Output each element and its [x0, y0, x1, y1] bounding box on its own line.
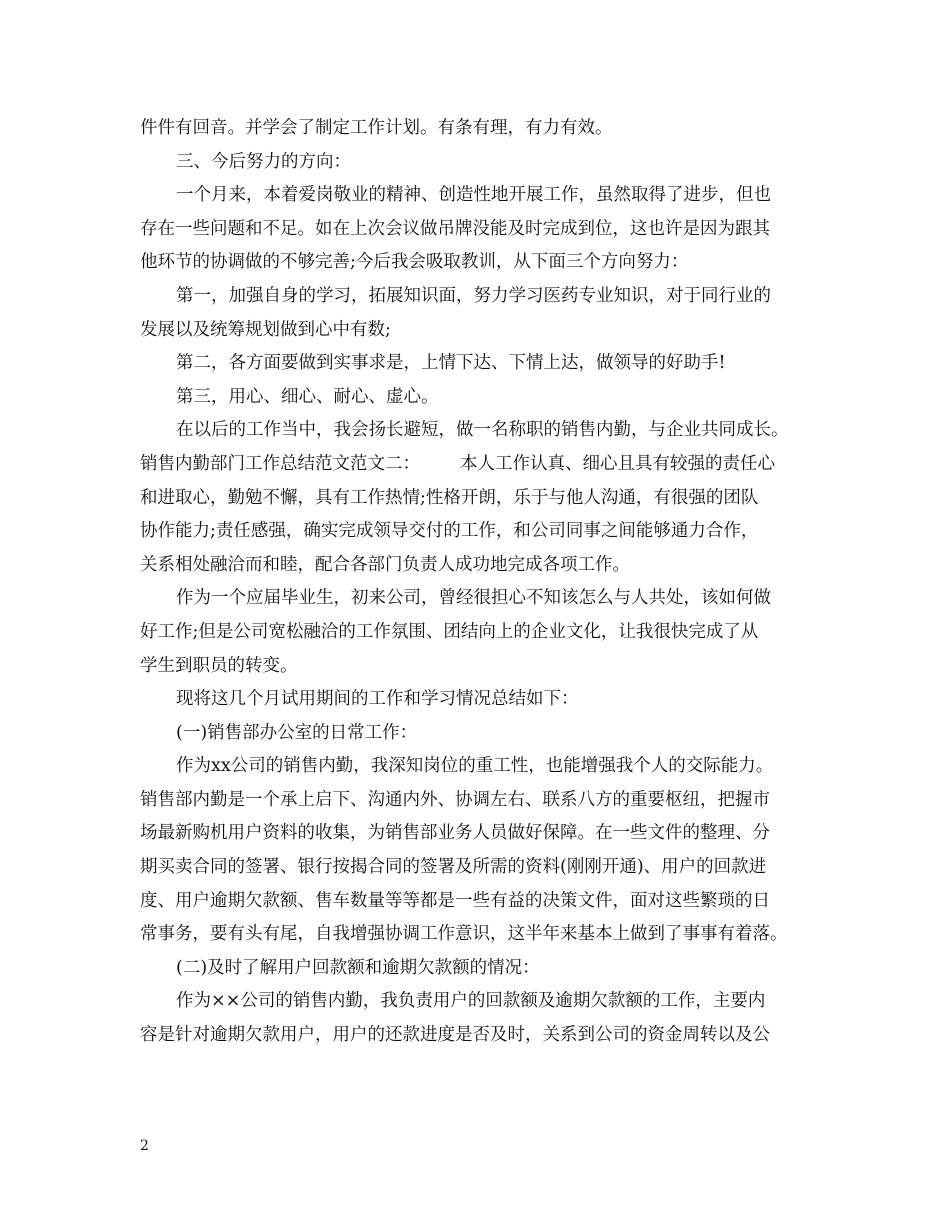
text-line-tail: 本人工作认真、细心且具有较强的责任心	[460, 453, 775, 474]
text-line-content: 关系相处融洽而和睦，配合各部门负责人成功地完成各项工作。	[140, 554, 630, 575]
text-line-content: 协作能力;责任感强，确实完成领导交付的工作，和公司同事之间能够通力合作，	[140, 521, 759, 542]
text-line-content: 他环节的协调做的不够完善;今后我会吸取教训，从下面三个方向努力：	[140, 252, 689, 273]
text-line-content: 在以后的工作当中，我会扬长避短，做一名称职的销售内勤，与企业共同成长。	[176, 420, 789, 441]
text-line-content: (一)销售部办公室的日常工作：	[176, 722, 418, 743]
text-line	[140, 112, 820, 146]
text-line	[140, 1019, 820, 1053]
text-line-content: 作为xx公司的销售内勤，我深知岗位的重工性，也能增强我个人的交际能力。	[176, 756, 774, 777]
text-line	[140, 347, 820, 381]
text-line-content: 常事务，要有头有尾，自我增强协调工作意识，这半年来基本上做到了事事有着落。	[140, 924, 788, 945]
text-line	[140, 817, 820, 851]
text-line	[140, 280, 820, 314]
text-line	[140, 784, 820, 818]
text-line-content: 作为一个应届毕业生，初来公司，曾经很担心不知该怎么与人共处，该如何做	[176, 588, 771, 609]
text-line-content: 一个月来，本着爱岗敬业的精神、创造性地开展工作，虽然取得了进步，但也	[176, 185, 771, 206]
text-line	[140, 717, 820, 751]
text-line	[140, 683, 820, 717]
text-line	[140, 314, 820, 348]
text-line-content: 第一，加强自身的学习，拓展知识面，努力学习医药专业知识，对于同行业的	[176, 285, 771, 306]
text-line	[140, 414, 820, 448]
text-line	[140, 549, 820, 583]
text-line-content: 存在一些问题和不足。如在上次会议做吊牌没能及时完成到位，这也许是因为跟其	[140, 218, 770, 239]
text-line	[140, 515, 820, 549]
text-line-content: (二)及时了解用户回款额和逾期欠款额的情况：	[176, 957, 540, 978]
text-line-content: 好工作;但是公司宽松融洽的工作氛围、团结向上的企业文化，让我很快完成了从	[140, 621, 759, 642]
text-line-content: 场最新购机用户资料的收集，为销售部业务人员做好保障。在一些文件的整理、分	[140, 823, 770, 844]
text-line	[140, 381, 820, 415]
text-line-content: 发展以及统筹规划做到心中有数;	[140, 319, 391, 340]
text-line-content: 和进取心，勤勉不懈，具有工作热情;性格开朗，乐于与他人沟通，有很强的团队	[140, 487, 759, 508]
text-line	[140, 918, 820, 952]
text-line-content: 作为××公司的销售内勤，我负责用户的回款额及逾期欠款额的工作，主要内	[176, 991, 766, 1012]
text-line	[140, 582, 820, 616]
text-line-content: 度、用户逾期欠款额、售车数量等等都是一些有益的决策文件，面对这些繁琐的日	[140, 890, 770, 911]
text-line	[140, 885, 820, 919]
text-line-content: 现将这几个月试用期间的工作和学习情况总结如下：	[176, 689, 579, 710]
text-line-content: 学生到职员的转变。	[140, 655, 298, 676]
text-line	[140, 482, 820, 516]
text-line	[140, 146, 820, 180]
text-line-content: 容是针对逾期欠款用户，用户的还款进度是否及时，关系到公司的资金周转以及公	[140, 1025, 770, 1046]
text-line-content: 期买卖合同的签署、银行按揭合同的签署及所需的资料(刚刚开通)、用户的回款进	[140, 857, 767, 878]
text-line	[140, 213, 820, 247]
text-line	[140, 179, 820, 213]
text-line	[140, 851, 820, 885]
text-line-content: 销售部内勤是一个承上启下、沟通内外、协调左右、联系八方的重要枢纽，把握市	[140, 789, 770, 810]
text-line	[140, 448, 820, 482]
text-line	[140, 952, 820, 986]
text-line	[140, 616, 820, 650]
document-body	[140, 112, 820, 1053]
text-line-content: 销售内勤部门工作总结范文范文二：	[140, 453, 420, 474]
text-line	[140, 750, 820, 784]
text-line-content: 三、今后努力的方向：	[176, 151, 351, 172]
text-line-content: 件件有回音。并学会了制定工作计划。有条有理，有力有效。	[140, 118, 613, 138]
text-line	[140, 246, 820, 280]
text-line-content: 第二，各方面要做到实事求是，上情下达、下情上达，做领导的好助手!	[176, 353, 726, 374]
text-line-content: 第三，用心、细心、耐心、虚心。	[176, 386, 439, 407]
page-number: 2	[140, 1138, 149, 1154]
text-line	[140, 985, 820, 1019]
text-line	[140, 650, 820, 684]
